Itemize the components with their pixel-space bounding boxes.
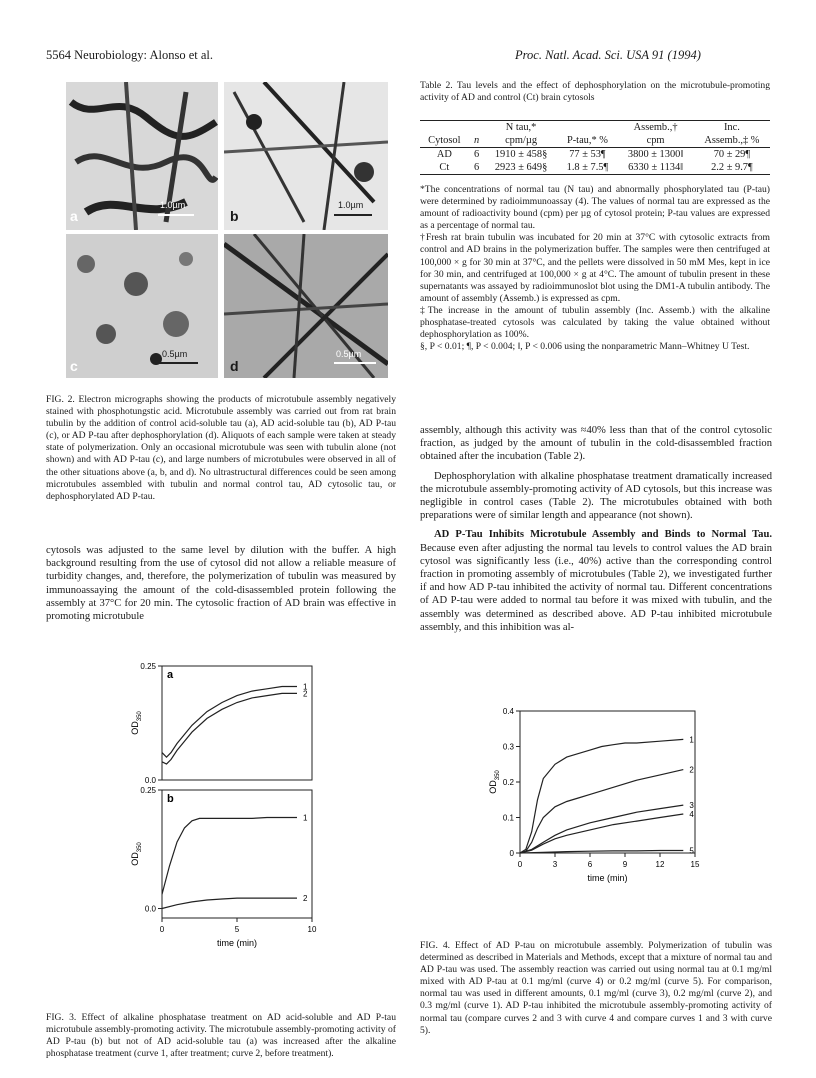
figure2-micrographs [66, 82, 388, 378]
y-tick-label: 0.3 [502, 742, 514, 752]
series-label: 4 [689, 809, 694, 819]
table-cell: AD [436, 149, 452, 160]
series-label: 1 [303, 682, 308, 692]
micrograph-panel-d [224, 234, 388, 378]
section-heading: AD P-Tau Inhibits Microtubule Assembly and Binds to Normal Tau. [434, 529, 772, 541]
table-cell: 2.2 ± 9.7¶ [711, 162, 753, 173]
series-label: 2 [303, 894, 308, 904]
micrograph-d-texture [224, 234, 388, 378]
x-tick-label: 3 [552, 860, 558, 869]
paragraph: assembly, although this activity was ≈40% less than that of the control cytosolic fraction, as judged by the amount of tubulin in the cold-disassembled fraction obtained after the incubation (Table 2). [420, 425, 772, 463]
x-tick-label: 0 [159, 925, 165, 934]
table2-title: Table 2. Tau levels and the effect of dephosphorylation on the microtubule-promoting activity of AD and control (Ct) brain cytosols [420, 80, 770, 104]
series-line-2 [162, 693, 297, 764]
table-header-cell: cpm/µg [505, 135, 538, 146]
series-label: 2 [303, 689, 308, 699]
table-cell: 1.8 ± 7.5¶ [566, 162, 609, 173]
x-axis-label: time (min) [217, 938, 257, 948]
table2-footnotes [420, 184, 770, 353]
figure3-caption: FIG. 3. Effect of alkaline phosphatase treatment on AD acid-soluble and AD P-tau microtubule assembly-promoting activity. The microtubule assembly-promoting activity of AD P-tau (b) but not of AD acid-soluble tau (a) was increased after the alkaline phosphatase treatment (curve 1, after treatment; curve 2, before treatment). [46, 1012, 396, 1060]
table-cell: 1910 ± 458§ [494, 149, 548, 160]
plot-frame [162, 666, 312, 780]
running-header-right: Proc. Natl. Acad. Sci. USA 91 (1994) [515, 48, 701, 62]
paragraph-text: Because even after adjusting the normal tau levels to control values the AD brain cytosol was significantly less (i.e., 40%) active than the corresponding control fraction in promoting assembly of microtubules (Table 2), we investigated further if and how AD P-tau inhibited the activity of normal tau. Different concentrations of AD P-tau were added to normal tau before it was mixed with tubulin, and the assembly was determined as described above. AD P-tau inhibited microtubule assembly, and this inhibition was al- [420, 542, 772, 633]
figure3-chart [112, 660, 342, 1010]
left-body-text: cytosols was adjusted to the same level by dilution with the buffer. A high background resulting from the use of cytosol did not allow a reliable measure of turbidity changes, and, therefore, the polymerization of tubulin was measured by immunoassaying the amount of the cold-disassembled protein following the assembly at 37°C for 20 min. The cytosolic fraction of AD brain was effective in promoting microtubule [46, 545, 396, 623]
panel-letter-d: d [230, 358, 239, 374]
right-body-text [420, 424, 772, 634]
y-axis-label: $OD_{350}$ [488, 770, 501, 794]
x-axis-label: time (min) [587, 873, 628, 883]
y-tick-label: 0 [509, 849, 514, 858]
table-header-cell: Assemb.,† [633, 122, 678, 133]
panel-letter-a: a [70, 208, 78, 224]
table-header-cell: cpm [646, 135, 665, 146]
y-axis-label: $OD_{350}$ [130, 711, 143, 735]
footnote: ‡The increase in the amount of tubulin assembly (Inc. Assemb.) with the alkaline phosphatase-treated cytosols was calculated by taking the value obtained without dephosphorylation as 100%. [420, 304, 770, 341]
table-cell: 70 ± 29¶ [713, 149, 751, 160]
micrograph-panel-b [224, 82, 388, 230]
panel-letter-c: c [70, 358, 78, 374]
series-label: 3 [689, 801, 694, 811]
series-label: 2 [689, 765, 694, 775]
series-line-1 [162, 687, 297, 758]
series-line-3 [520, 805, 683, 853]
plot-frame [162, 790, 312, 918]
table-header-cell: P-tau,* % [566, 135, 608, 146]
micrograph-panel-c [66, 234, 218, 378]
table-cell: 3800 ± 1300‖ [627, 149, 684, 160]
y-tick-label: 0.25 [140, 662, 156, 671]
y-tick-label: 0.1 [502, 813, 514, 823]
series-line-1 [162, 818, 297, 895]
scale-label-d: 0.5µm [336, 349, 362, 359]
table-header-cell: N tau,* [505, 122, 537, 133]
footnote: *The concentrations of normal tau (N tau) and abnormally phosphorylated tau (P-tau) were determined by radioimmunoassay (4). The values of normal tau are expressed as the amount of radioactivity bound (cpm) per µg of cytosol protein; P-tau values are expressed as a percentage of normal tau. [420, 184, 770, 232]
x-tick-label: 6 [587, 860, 593, 869]
micrograph-a-texture [66, 82, 218, 230]
table-header-cell: n [474, 135, 480, 146]
footnote: †Fresh rat brain tubulin was incubated for 20 min at 37°C with cytosolic extracts from control and AD brains in the polymerization buffer. The samples were then centrifuged at 100,000 × g for 30 min at 37°C, and the pellets were dissolved in 50 mM Mes, kept in ice for 30 min, and centrifuged at 100,000 × g at 4°C. The amount of tubulin present in these supernatants was assayed by radioimmunoslot blot using the DM1-A tubulin antibody. The amount of assembly (Assemb.) is expressed as cpm. [420, 232, 770, 304]
scale-bar [158, 362, 198, 364]
panel-letter: a [167, 669, 174, 681]
y-tick-label: 0.0 [144, 776, 156, 785]
figure4-caption: FIG. 4. Effect of AD P-tau on microtubule assembly. Polymerization of tubulin was determined as described in Materials and Methods, except that a mixture of normal tau and AD P-tau was used. The assembly reaction was carried out using normal tau at 0.1 mg/ml mixed with AD P-tau at 0.1 mg/ml (curve 4) or 0.2 mg/ml (curve 5). For comparison, normal tau was used in different amounts, 0.1 mg/ml (curve 3), 0.2 mg/ml (curve 2), and 0.3 mg/ml (curve 1). AD P-tau inhibited the microtubule assembly-promoting activity of normal tau (compare curves 2 and 3 with curve 4 and compare curves 1 and 3 with curve 5). [420, 940, 772, 1036]
table-header-cell [420, 121, 469, 135]
plot-frame [520, 711, 695, 853]
y-tick-label: 0.0 [144, 904, 156, 914]
figure2-caption: FIG. 2. Electron micrographs showing the products of microtubule assembly negatively stained with phosphotungstic acid. Microtubule assembly was carried out from rat brain tubulin by the addition of control acid-soluble tau (a), AD acid-soluble tau (b), AD P-tau (c), or AD P-tau after dephosphorylation (d). Aliquots of each sample were taken at steady state of polymerization. Only an occasional microtubule was seen with tubulin alone (not shown) and with AD P-tau (c), and large numbers of microtubules were observed in all of the other situations above (a, b, and d). No ultrastructural differences could be seen among microtubules assembled with tubulin and normal control tau, AD cytosolic tau, or dephosphorylated AD P-tau. [46, 394, 396, 502]
scale-label-a: 1.0µm [160, 200, 186, 210]
paragraph [420, 528, 772, 634]
y-tick-label: 0.25 [140, 786, 156, 795]
table-header-cell [469, 121, 485, 135]
series-label: 5 [689, 846, 694, 856]
table-header-cell: Cytosol [428, 135, 461, 146]
x-tick-label: 12 [655, 860, 665, 869]
scale-label-b: 1.0µm [338, 200, 364, 210]
footnote: §, P < 0.01; ¶, P < 0.004; ‖, P < 0.006 using the nonparametric Mann–Whitney U Test. [420, 341, 750, 353]
table-header-cell [558, 121, 618, 135]
scale-bar [334, 362, 376, 364]
x-tick-label: 5 [234, 925, 240, 934]
table-cell: Ct [439, 162, 450, 173]
table-row [420, 148, 770, 162]
x-tick-label: 10 [307, 925, 317, 934]
series-label: 1 [303, 813, 308, 823]
running-header-left: 5564 Neurobiology: Alonso et al. [46, 48, 213, 62]
table-cell: 6 [474, 149, 480, 160]
figure4-chart [470, 705, 720, 920]
x-tick-label: 9 [622, 860, 628, 869]
scale-label-c: 0.5µm [162, 349, 188, 359]
y-tick-label: 0.4 [502, 707, 514, 716]
series-line-1 [520, 739, 683, 853]
table-header-row [420, 121, 770, 135]
table-header-cell: Inc. [723, 122, 740, 133]
micrograph-b-texture [224, 82, 388, 230]
y-axis-label: $OD_{350}$ [130, 842, 143, 866]
y-tick-label: 0.2 [502, 778, 514, 787]
table-cell: 6 [474, 162, 480, 173]
series-label: 1 [689, 735, 694, 745]
table-cell: 2923 ± 649§ [494, 162, 548, 173]
table-cell: 77 ± 53¶ [569, 149, 606, 160]
panel-letter-b: b [230, 208, 239, 224]
table-cell: 6330 ± 1134‖ [628, 162, 684, 173]
micrograph-c-texture [66, 234, 218, 378]
panel-letter: b [167, 793, 174, 805]
table-header-cell: Assemb.,‡ % [704, 135, 760, 146]
series-line-2 [162, 898, 297, 908]
scale-bar [334, 214, 372, 216]
table-header-row [420, 134, 770, 148]
paragraph: Dephosphorylation with alkaline phosphatase treatment dramatically increased the microtubule assembly-promoting activity of AD cytosols, but this increase was negligible in control cases (Table 2). The microtubules obtained with both preparations were of similar length and appearance (not shown). [420, 470, 772, 522]
series-line-2 [520, 770, 683, 853]
micrograph-panel-a [66, 82, 218, 230]
table2 [420, 120, 770, 175]
scale-bar [158, 214, 194, 216]
table-row [420, 161, 770, 175]
x-tick-label: 0 [517, 860, 523, 869]
x-tick-label: 15 [690, 860, 700, 869]
